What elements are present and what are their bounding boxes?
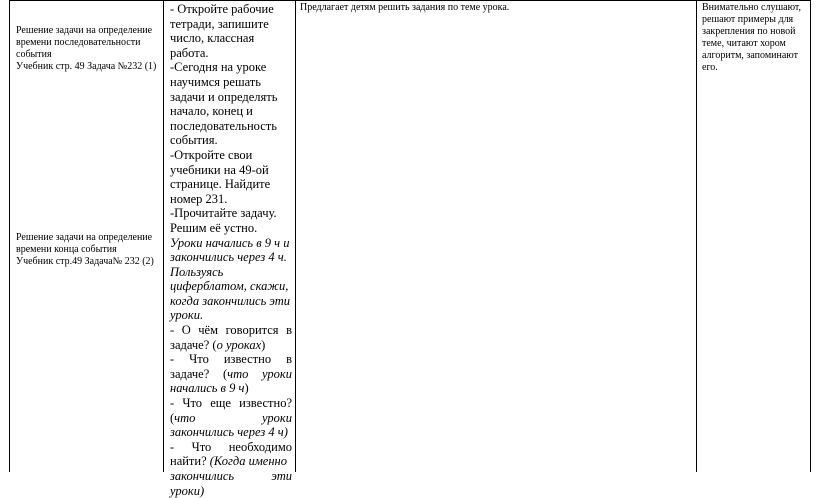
text-line: число, классная	[170, 31, 255, 46]
text-line: события.	[170, 133, 218, 148]
task-text-line: Уроки начались в 9 ч и	[170, 235, 290, 250]
text-line: -Откройте свои	[170, 147, 253, 162]
answer-text: о уроках	[216, 337, 262, 352]
text-line: Решим её устно.	[170, 220, 258, 235]
text-line: - Откройте рабочие	[170, 2, 274, 16]
text-line: Предлагает детям решить задания по теме урока.	[300, 2, 510, 13]
answer-text: что уроки	[174, 410, 292, 425]
text-line: номер 231.	[170, 191, 228, 206]
text-line: тетради, запишите	[170, 16, 269, 31]
question-line	[170, 454, 292, 469]
answer-line: закончились эти	[170, 469, 292, 483]
text-line: странице. Найдите	[170, 177, 271, 192]
text-line: Решение задачи на определение	[16, 232, 153, 243]
text-line: научимся решать	[170, 74, 261, 89]
answer-text: что уроки	[227, 366, 292, 381]
text-line: Решение задачи на определение	[16, 25, 153, 36]
text-line: задачи и определять	[170, 89, 278, 104]
text-line: Учебник стр.49 Задача№ 232 (2)	[16, 256, 154, 267]
teacher-speech	[170, 2, 292, 498]
answer-line: уроки)	[170, 483, 205, 498]
column-divider-1	[163, 0, 164, 472]
question-line: задаче? (о уроках)	[170, 337, 266, 352]
text-line: работа.	[170, 45, 209, 60]
text-line: учебники на 49-ой	[170, 162, 269, 177]
answer-line: начались в 9 ч)	[170, 381, 249, 396]
text-line: закрепления по новой	[702, 26, 796, 37]
text-line: алгоритм, запоминают	[702, 50, 799, 61]
text-line: решают примеры для	[702, 14, 794, 25]
text-line: его.	[702, 62, 718, 73]
table-left-border	[9, 0, 10, 472]
question-text: задаче?	[170, 366, 210, 381]
task-text-line: уроки.	[170, 308, 204, 323]
question-line: - Что необходимо	[170, 439, 292, 454]
question-line: - О чём говорится в	[170, 323, 292, 338]
question-line: - Что известно в	[170, 352, 292, 367]
question-text: задаче?	[170, 337, 210, 352]
task-text-line: закончились через 4 ч.	[170, 250, 287, 265]
text-line: времени последовательности	[16, 37, 141, 48]
question-text: найти?	[170, 454, 207, 469]
question-line: - Что еще известно?	[170, 396, 292, 411]
lesson-stage-1	[16, 25, 161, 73]
answer-line: (что уроки	[170, 410, 292, 425]
text-line: теме, читают хором	[702, 38, 786, 49]
column-divider-2	[295, 0, 296, 472]
text-line: Учебник стр. 49 Задача №232 (1)	[16, 61, 157, 72]
table-right-border	[810, 0, 811, 472]
column-divider-3	[696, 0, 697, 472]
task-text-line: когда закончились эти	[170, 293, 291, 308]
text-line: начало, конец и	[170, 104, 253, 119]
task-text-line: циферблатом, скажи,	[170, 279, 289, 294]
answer-text: (Когда именно	[209, 454, 288, 469]
text-line: события	[16, 49, 52, 60]
question-line: задаче? (что уроки	[170, 366, 292, 381]
text-line: Внимательно слушают,	[702, 2, 802, 13]
answer-text: начались в 9 ч	[170, 381, 245, 396]
lesson-stage-2	[16, 232, 161, 268]
task-text-line: Пользуясь	[170, 264, 224, 279]
table-top-border	[9, 0, 811, 1]
student-activity	[702, 2, 810, 74]
teacher-activity	[300, 2, 690, 14]
text-line: -Прочитайте задачу.	[170, 206, 277, 221]
text-line: последовательность	[170, 118, 277, 133]
text-line: -Сегодня на уроке	[170, 60, 267, 75]
answer-line: закончились через 4 ч)	[170, 425, 288, 440]
text-line: времени конца события	[16, 244, 117, 255]
